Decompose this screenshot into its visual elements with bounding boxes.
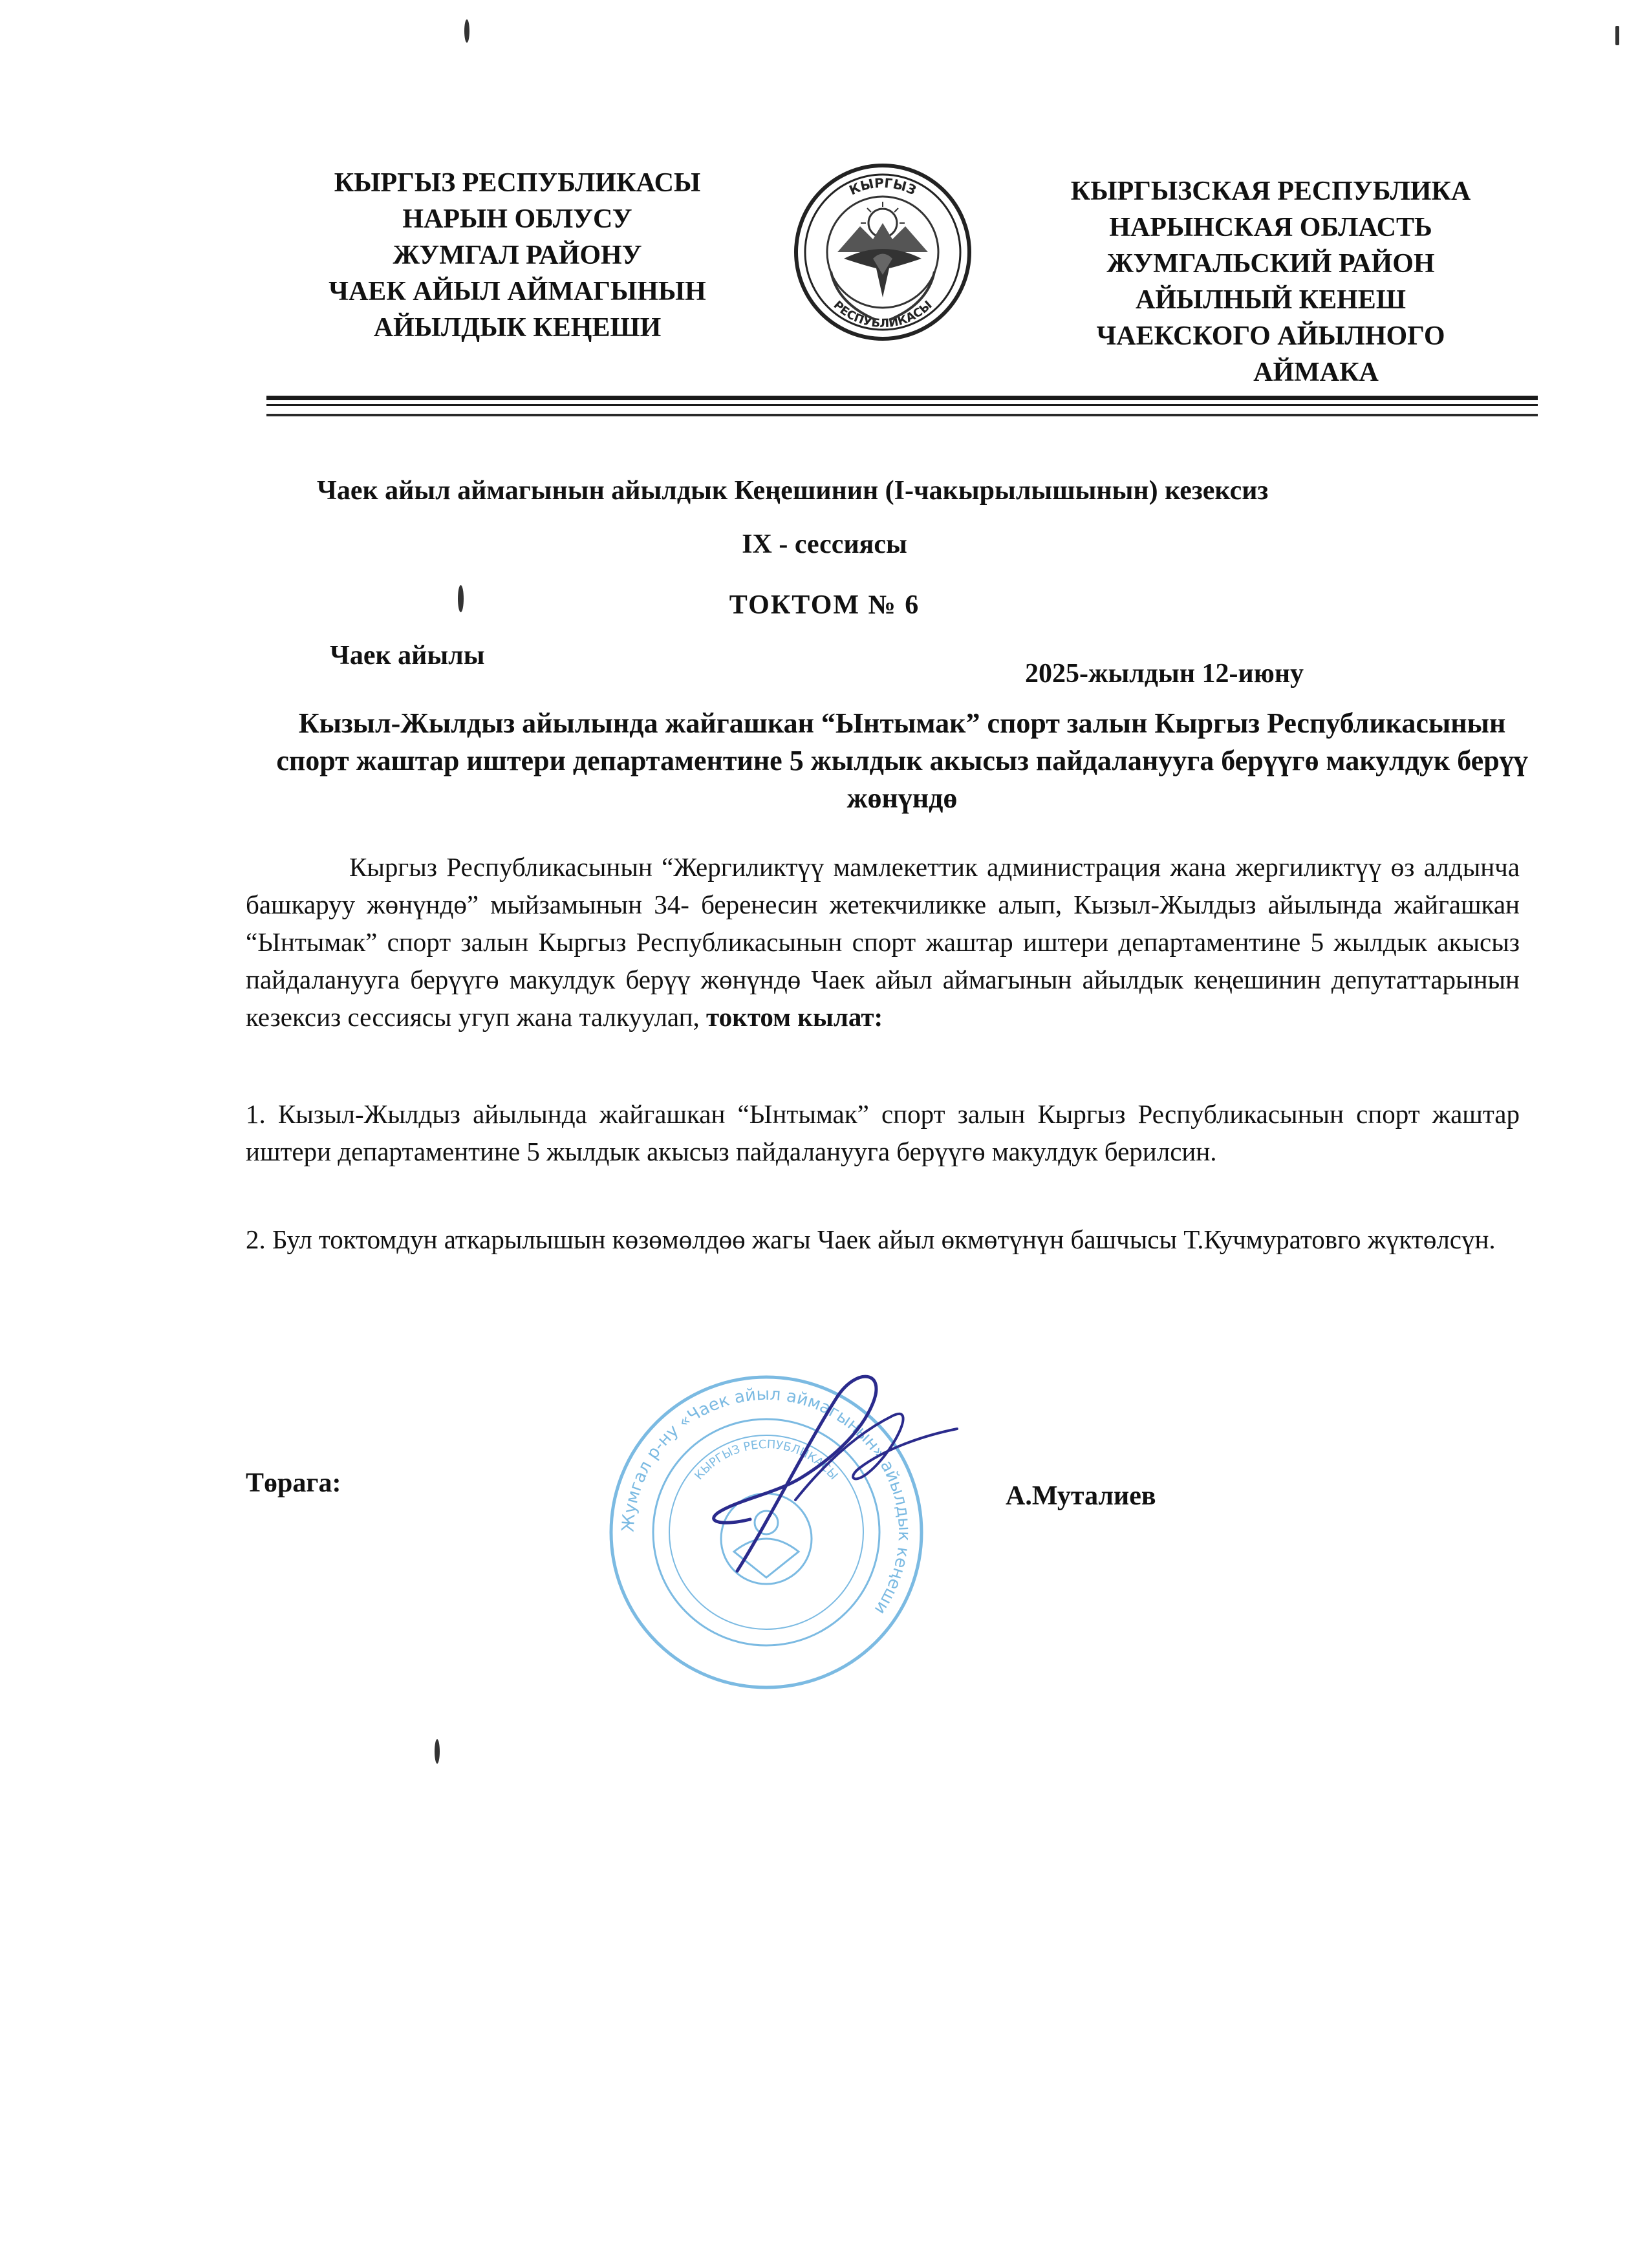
- scan-mark: [464, 19, 469, 43]
- header-left-kyrgyz: [272, 165, 763, 346]
- header-left-line: НАРЫН ОБЛУСУ: [402, 204, 632, 234]
- header-divider: [266, 396, 1538, 400]
- decree-date: 2025-жылдын 12-июну: [1025, 659, 1304, 689]
- stamp-outer-text: Жумгал р-ну «Чаек айыл аймагынын» айылдык кеңеши: [618, 1384, 914, 1618]
- intro-resolution: токтом кылат:: [706, 1002, 883, 1032]
- header-divider: [266, 404, 1538, 406]
- stamp-inner-text: КЫРГЫЗ РЕСПУБЛИКАСЫ: [692, 1437, 841, 1483]
- svg-text:РЕСПУБЛИКАСЫ: [831, 298, 935, 330]
- decree-place: Чаек айылы: [330, 641, 485, 670]
- decree-subject: Кызыл-Жылдыз айылында жайгашкан “Ынтымак” спорт залын Кыргыз Республикасынын спорт жаштар иштери департаментине 5 жылдык акысыз пайдаланууга берүүгө макулдук берүү жөнүндө: [276, 707, 1528, 814]
- intro-text: Кыргыз Республикасынын “Жергиликтүү мамлекеттик администрация жана жергиликтүү өз алдынча башкаруу жөнүндө” мыйзамынын 34- беренесин жетекчиликке алып, Кызыл-Жылдыз айылында жайгашкан “Ынтымак” спорт залын Кыргыз Республикасынын спорт жаштар иштери департаментине 5 жылдык акысыз пайдаланууга берүүгө макулдук берүү жөнүндө Чаек айыл аймагынын айылдык кеңешинин депутаттарынын кезексиз сессиясы угуп жана талкуулап,: [246, 852, 1520, 1032]
- scan-mark: [435, 1739, 440, 1764]
- header-right-line: ЖУМГАЛЬСКИЙ РАЙОН: [1106, 249, 1435, 279]
- resolution-item-2: 2. Бул токтомдун аткарылышын көзөмөлдөө жагы Чаек айыл өкмөтүнүн башчысы Т.Кучмуратовго жүктөлсүн.: [246, 1225, 1496, 1254]
- header-right-line: АЙМАКА: [1253, 358, 1379, 387]
- header-divider: [266, 414, 1538, 416]
- decree-title: ТОКТОМ № 6: [729, 590, 920, 620]
- header-left-line: ЧАЕК АЙЫЛ АЙМАГЫНЫН: [329, 277, 706, 306]
- header-left-line: ЖУМГАЛ РАЙОНУ: [393, 241, 642, 270]
- council-session-line: Чаек айыл аймагынын айылдык Кеңешинин (I-чакырылышынын) кезексиз: [317, 476, 1269, 506]
- emblem-top-text: КЫРГЫЗ: [846, 175, 919, 198]
- header-left-line: АЙЫЛДЫК КЕҢЕШИ: [373, 313, 662, 343]
- chairman-signature-icon: [698, 1364, 970, 1578]
- chairman-name: А.Муталиев: [1006, 1481, 1156, 1511]
- intro-paragraph: [246, 848, 1520, 1036]
- scan-mark: [458, 585, 464, 612]
- scan-mark: [1615, 26, 1619, 45]
- resolution-item-1: 1. Кызыл-Жылдыз айылында жайгашкан “Ынтымак” спорт залын Кыргыз Республикасынын спорт жаштар иштери департаментине 5 жылдык акысыз пайдаланууга берүүгө макулдук берилсин.: [246, 1099, 1520, 1166]
- chairman-label: Төрага:: [246, 1468, 341, 1498]
- header-right-line: АЙЫЛНЫЙ КЕНЕШ: [1136, 285, 1406, 315]
- header-right-line: ЧАЕКСКОГО АЙЫЛНОГО: [1096, 321, 1445, 351]
- header-right-line: КЫРГЫЗСКАЯ РЕСПУБЛИКА: [1070, 177, 1471, 206]
- emblem-bottom-text: РЕСПУБЛИКАСЫ: [830, 298, 935, 331]
- session-number: IX - сессиясы: [742, 530, 907, 559]
- header-right-line: НАРЫНСКАЯ ОБЛАСТЬ: [1109, 213, 1432, 242]
- state-emblem-icon: [792, 162, 973, 343]
- header-left-line: КЫРГЫЗ РЕСПУБЛИКАСЫ: [334, 168, 701, 198]
- header-right-russian: [1009, 173, 1533, 390]
